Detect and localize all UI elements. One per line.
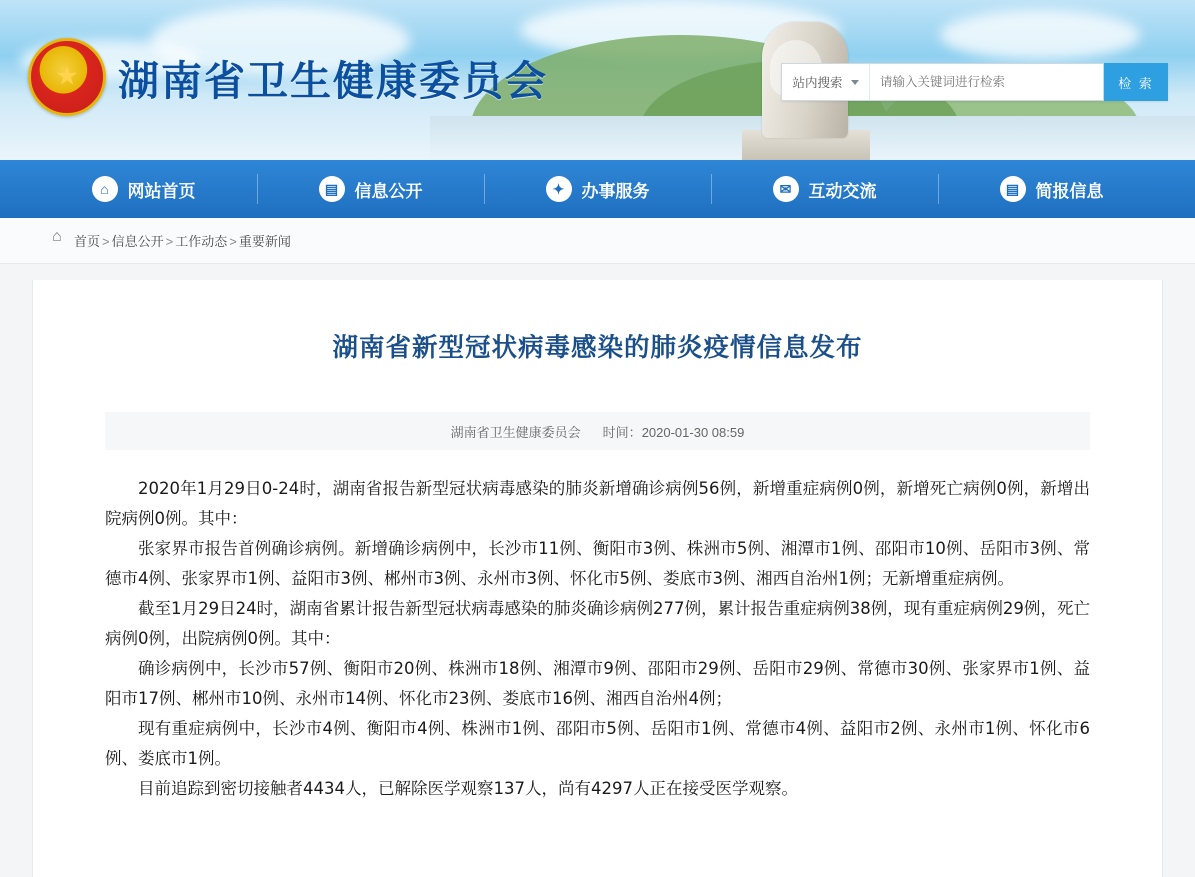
emblem-star-icon: ★ [55,60,79,91]
article-time [603,422,745,441]
article-meta [105,412,1090,450]
search-scope-select[interactable] [781,63,869,101]
service-icon: ✦ [546,176,572,202]
article-time-label: 时间： [602,424,642,440]
article-paragraph: 2020年1月29日0-24时，湖南省报告新型冠状病毒感染的肺炎新增确诊病例56例，新增重症病例0例，新增死亡病例0例，新增出院病例0例。其中： [105,479,1090,528]
breadcrumb-separator: > [102,234,110,249]
nav-item-info-disclosure[interactable] [257,160,484,218]
breadcrumb-separator: > [165,234,174,249]
cloud-decoration [940,10,1140,60]
content-area [0,264,1195,877]
report-icon: ▤ [1000,176,1026,202]
nav-item-label: 信息公开 [354,181,423,201]
main-nav [0,160,1195,218]
breadcrumb-item-info-disclosure[interactable]: 信息公开 [111,234,164,249]
article-paragraph: 现有重症病例中，长沙市4例、衡阳市4例、株洲市1例、邵阳市5例、岳阳市1例、常德市4例、益阳市2例、永州市1例、怀化市6例、娄底市1例。 [105,719,1090,768]
site-banner [0,0,1195,160]
nav-item-services[interactable] [484,160,711,218]
nav-item-bulletin[interactable] [938,160,1165,218]
national-emblem-icon [28,38,106,116]
article-paragraph: 截至1月29日24时，湖南省累计报告新型冠状病毒感染的肺炎确诊病例277例，累计报告重症病例38例，现有重症病例29例，死亡病例0例，出院病例0例。其中： [105,599,1090,648]
breadcrumb-item-work-updates[interactable]: 工作动态 [175,234,228,249]
nav-item-interaction[interactable] [711,160,938,218]
breadcrumb-separator: > [229,234,237,249]
article-paragraph: 目前追踪到密切接触者4434人，已解除医学观察137人，尚有4297人正在接受医学观察。 [138,779,798,798]
search-scope-label: 站内搜索 [792,76,843,90]
home-icon: ⌂ [92,176,118,202]
article-time-value: 2020-01-30 08:59 [641,424,745,440]
nav-item-label: 互动交流 [808,181,877,201]
nav-item-home[interactable] [30,160,257,218]
search-input[interactable] [869,63,1104,101]
nav-item-label: 网站首页 [127,181,196,201]
article-body [105,474,1090,804]
nav-item-label: 办事服务 [581,181,650,201]
breadcrumb [0,218,1195,264]
article-source: 湖南省卫生健康委员会 [450,424,581,440]
search-box[interactable] [781,63,1168,101]
home-icon [52,234,66,248]
article-paragraph: 张家界市报告首例确诊病例。新增确诊病例中，长沙市11例、衡阳市3例、株洲市5例、湘潭市1例、邵阳市10例、岳阳市3例、常德市4例、张家界市1例、益阳市3例、郴州市3例、永州市3例、怀化市5例、娄底市3例、湘西自治州1例；无新增重症病例。 [105,539,1090,588]
search-button[interactable]: 检 索 [1104,63,1168,101]
chat-icon: ✉ [773,176,799,202]
document-icon: ▤ [319,176,345,202]
site-title: 湖南省卫生健康委员会 [118,57,548,105]
article-paragraph: 确诊病例中，长沙市57例、衡阳市20例、株洲市18例、湘潭市9例、邵阳市29例、岳阳市29例、常德市30例、张家界市1例、益阳市17例、郴州市10例、永州市14例、怀化市23例、娄底市16例、湘西自治州4例； [105,659,1090,708]
chevron-down-icon [851,80,859,85]
page-title: 湖南省新型冠状病毒感染的肺炎疫情信息发布 [332,333,863,363]
article-card [32,280,1163,877]
breadcrumb-item-home[interactable]: 首页 [74,234,101,249]
breadcrumb-item-important-news[interactable]: 重要新闻 [238,234,291,249]
nav-item-label: 简报信息 [1035,181,1104,201]
